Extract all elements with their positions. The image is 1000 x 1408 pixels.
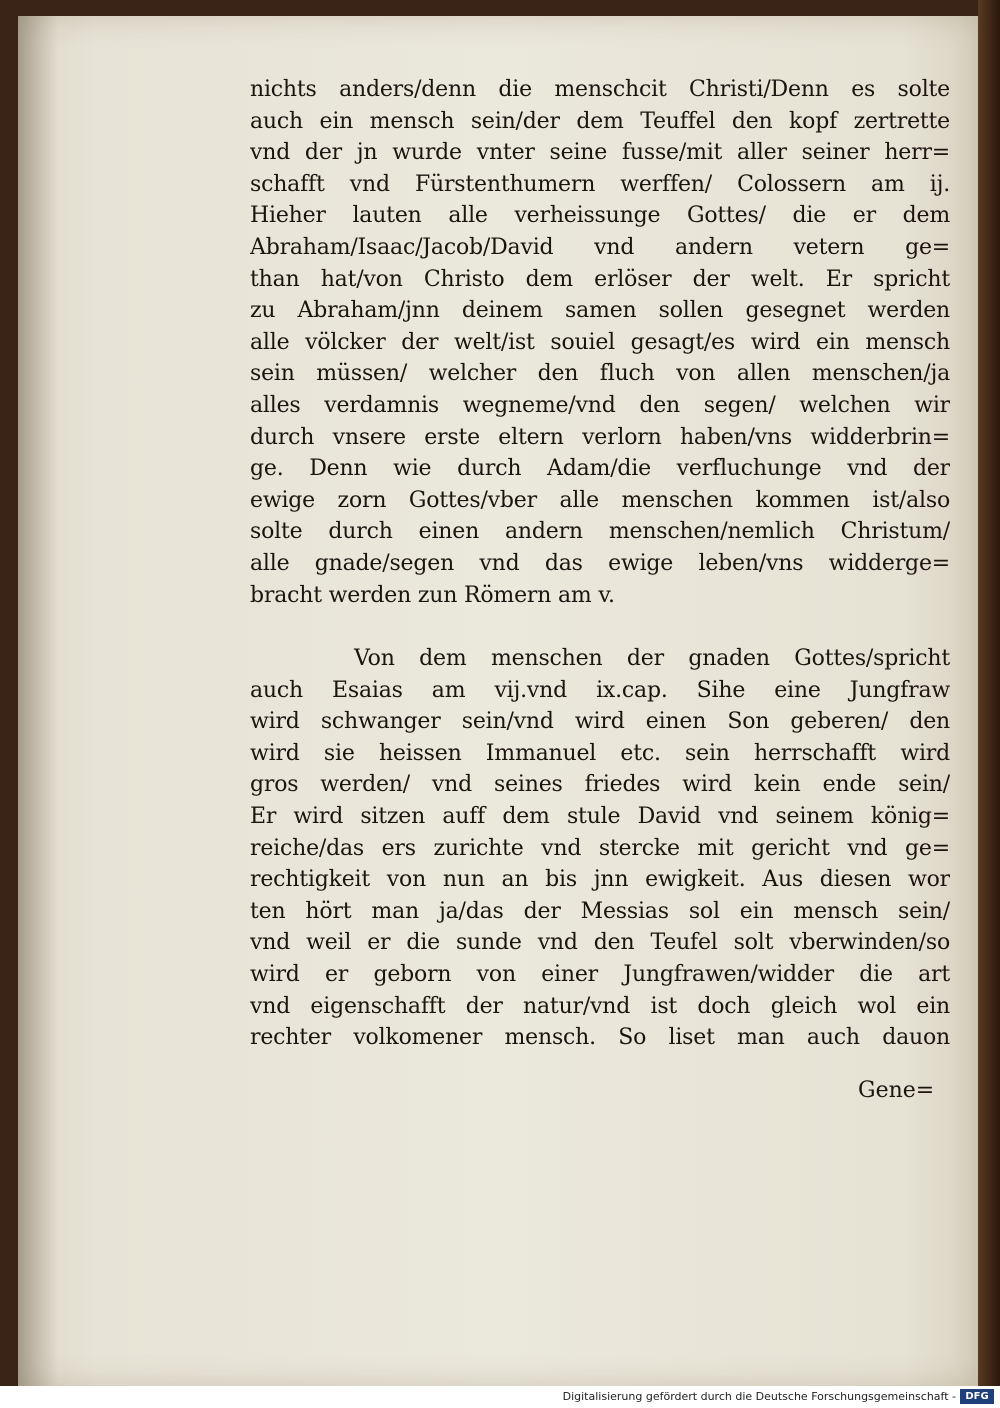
funding-credit[interactable]: Digitalisierung gefördert durch die Deutsche Forschungsgemeinschaft - [562,1390,956,1403]
text-line: vnd der jn wurde vnter seine fusse/mit aller seiner herr= [250,140,950,166]
text-line: vnd eigenschafft der natur/vnd ist doch gleich wol ein [250,993,950,1019]
text-line: sein müssen/ welcher den fluch von allen menschen/ja [250,361,950,387]
text-line: ten hört man ja/das der Messias sol ein mensch sein/ [250,898,950,924]
text-line: gros werden/ vnd seines friedes wird kein ende sein/ [250,772,950,798]
text-line: auch ein mensch sein/der dem Teuffel den kopf zertrette [250,108,950,134]
text-line: auch Esaias am vij.vnd ix.cap. Sihe eine Jungfraw [250,677,950,703]
text-line: reiche/das ers zurichte vnd stercke mit gericht vnd ge= [250,835,950,861]
text-line: wird schwanger sein/vnd wird einen Son geberen/ den [250,709,950,735]
text-line: alle völcker der welt/ist souiel gesagt/es wird ein mensch [250,329,950,355]
paragraph-gap [250,611,950,643]
text-line: Er wird sitzen auff dem stule David vnd seinem könig= [250,804,950,830]
text-line: wird er geborn von einer Jungfrawen/widder die art [250,962,950,988]
body-text [250,74,950,1054]
text-line: nichts anders/denn die menschcit Christi/Denn es solte [250,77,950,102]
text-line: rechtigkeit von nun an bis jnn ewigkeit. Aus diesen wor [250,867,950,893]
footer-bar [0,1386,1000,1408]
text-line: bracht werden zun Römern am v. [250,582,615,608]
text-line: zu Abraham/jnn deinem samen sollen gesegnet werden [250,298,950,324]
text-line: alle gnade/segen vnd das ewige leben/vns widderge= [250,550,950,576]
paragraph-1 [250,74,950,611]
text-line: than hat/von Christo dem erlöser der welt. Er spricht [250,266,950,292]
text-line: solte durch einen andern menschen/nemlich Christum/ [250,519,950,545]
paragraph-2 [250,643,950,1054]
text-line: Von dem menschen der gnaden Gottes/spricht [354,646,950,672]
text-line: ewige zorn Gottes/vber alle menschen kommen ist/also [250,487,950,513]
catchword: Gene= [858,1078,935,1103]
text-line: vnd weil er die sunde vnd den Teufel solt vberwinden/so [250,930,950,956]
text-line: wird sie heissen Immanuel etc. sein herrschafft wird [250,740,950,766]
text-line: ge. Denn wie durch Adam/die verfluchunge vnd der [250,456,950,482]
text-line: schafft vnd Fürstenthumern werffen/ Colossern am ij. [250,171,950,197]
text-line: durch vnsere erste eltern verlorn haben/vns widderbrin= [250,424,950,450]
text-line: Hieher lauten alle verheissunge Gottes/ die er dem [250,203,950,229]
dfg-logo-icon[interactable]: DFG [960,1389,994,1404]
page-edge [978,0,1000,1386]
text-line: rechter volkomener mensch. So liset man auch dauon [250,1025,950,1051]
text-line: alles verdamnis wegneme/vnd den segen/ welchen wir [250,392,950,418]
text-line: Abraham/Isaac/Jacob/David vnd andern vetern ge= [250,234,950,260]
gutter-shadow [18,16,58,1386]
